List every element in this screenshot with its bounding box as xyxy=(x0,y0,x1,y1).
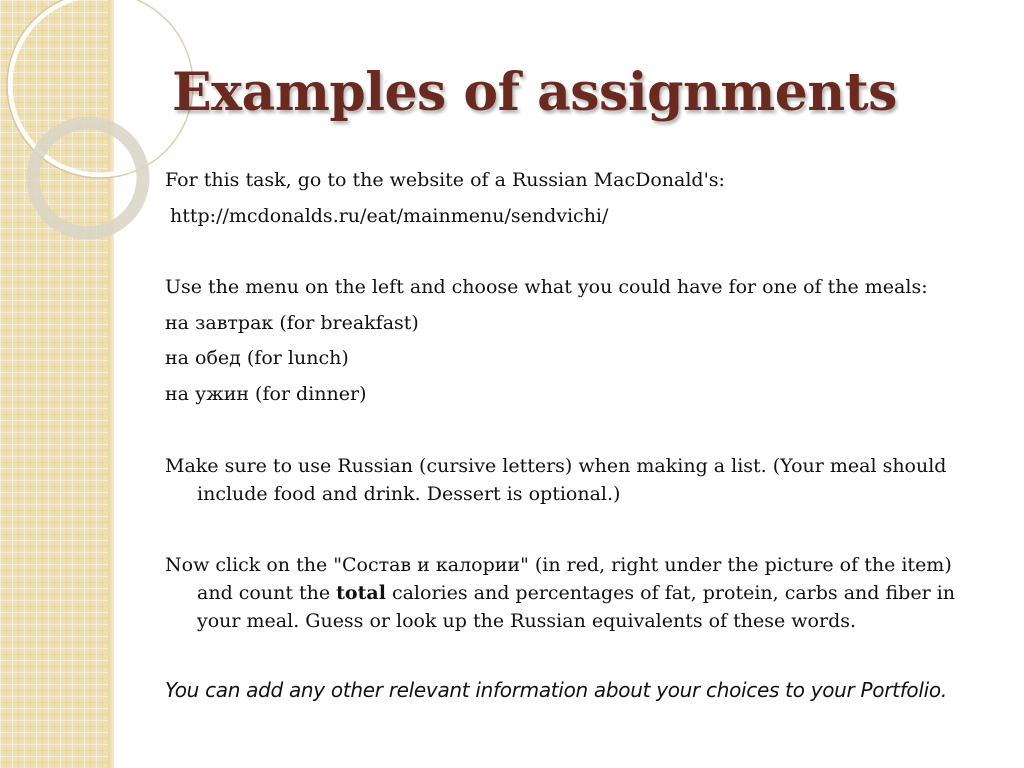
portfolio-note: You can add any other relevant information about your choices to your Portfolio. xyxy=(165,678,947,702)
meal-lunch: на обед (for lunch) xyxy=(165,347,349,369)
intro-text: For this task, go to the website of a Russian MacDonald's: xyxy=(165,169,725,191)
website-url: http://mcdonalds.ru/eat/mainmenu/sendvichi/ xyxy=(170,205,609,227)
menu-instruction: Use the menu on the left and choose what you could have for one of the meals: xyxy=(165,276,928,298)
list-instruction: Make sure to use Russian (cursive letters) when making a list. (Your meal should include food and drink. Dessert is optional.) xyxy=(165,455,947,505)
calories-text-post: calories and percentages of fat, protein, carbs and fiber in your meal. Guess or look up the Russian equivalents of these words. xyxy=(197,582,956,632)
slide-title: Examples of assignments xyxy=(172,62,897,123)
meal-breakfast: на завтрак (for breakfast) xyxy=(165,312,419,334)
meal-dinner: на ужин (for dinner) xyxy=(165,383,367,405)
calories-text-bold: total xyxy=(336,582,386,604)
calories-instruction xyxy=(165,551,987,635)
calories-text-pre: Now click on the "Состав и калории" (in red, right under the picture of the item) and count the xyxy=(165,554,952,604)
